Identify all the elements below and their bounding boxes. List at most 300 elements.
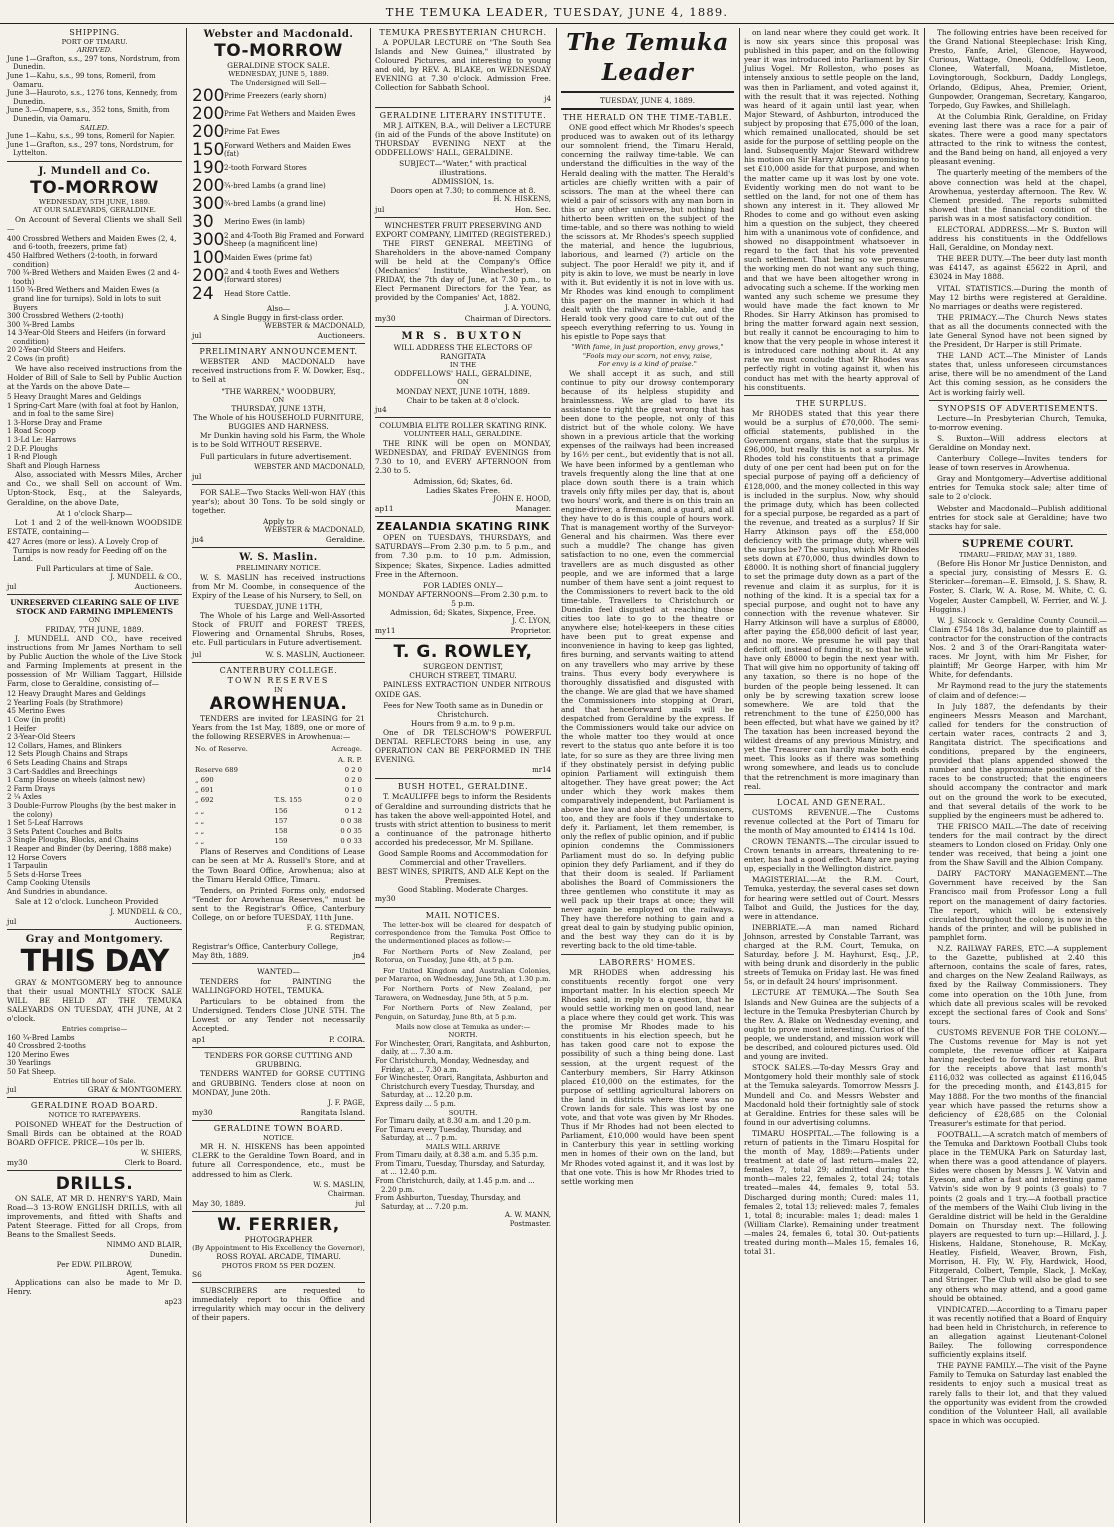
court-paragraph: (Before His Honor Mr Justice Denniston, and a special jury, consisting of Messrs E. G. Stericker—foreman—E. Elmsold, J. S. Shaw, R. Foster, S. Clark, W. A. Rose, M. White, C. G. Vogeler, Auster Campbell, W. Ferrier, and W. J. Huggins.) xyxy=(929,559,1107,614)
local-paragraph: At the Columbia Rink, Geraldine, on Friday evening last there was a race for a pair of skates. There were a good many spectators attracted to the rink to witness the contest, and the Band being on hand, all enjoyed a very pleasant evening. xyxy=(929,111,1107,167)
lot-item: 45 Merino Ewes xyxy=(7,707,65,716)
mail-item: From Ashburton, Tuesday, Thursday, and Saturday, at ... 7.20 p.m. xyxy=(375,1194,521,1211)
nameplate: The Temuka Leader xyxy=(566,29,729,86)
mail-item: For United Kingdom and Australian Colonies, per Mararoa, on Wednesday, June 5th, at 1.30 p.m. xyxy=(375,966,551,983)
mail-item: For Christchurch, Monday, Wednesday, and Friday, at ... 7.30 a.m. xyxy=(375,1057,530,1074)
article-paragraph: ONE good effect which Mr Rhodes's speech produced was to awaken out of its lethargy our somnolent friend, the Timaru Herald, concerning the railway time-table. We can understand the difficulties in the way of the Herald dealing with the matter. The Herald's articles are chiefly written with a pair of scissors. The man at the wheel there can wield a pair of scissors with any man born in this or any other universe, but nothing had hitherto been written on the subject of the time-table, and so there was nothing to wield the scissors at. Mr Rhodes's speech supplied the material, and hence the lugubrious, laborious, and learned (?) article on the subject. The poor Herald! we pity it, and if pity is akin to love, we must be nearly in love with it. But evidently it is not in love with us. Mr Rhodes was kind enough to compliment this paper on the manner in which it had dealt with the railway time-table, and the Herald took very good care to cut out of the speech everything referring to us. Young in his epistle to Pope says that xyxy=(561,123,734,342)
sig-role: Manager. xyxy=(515,504,551,514)
surplus-heading: THE SURPLUS. xyxy=(796,398,867,408)
in-label: IN xyxy=(274,685,283,694)
mundell-lot3: Lot 1 and 2 of the well-known WOODSIDE ESTATE, containing— xyxy=(7,517,182,536)
signature-line xyxy=(192,535,365,544)
maslin-prelim: PRELIMINARY NOTICE. xyxy=(236,564,321,573)
clearing-date: FRIDAY, 7TH JUNE, 1889. xyxy=(45,624,144,634)
lot-item: 1 3-Ld Le: Harrows xyxy=(7,435,76,444)
shipping-heading: SHIPPING. xyxy=(69,28,120,37)
lot-item: 160 ¾-Bred Lambs xyxy=(7,1033,75,1042)
lot-item: 300 ¾-Bred Lambs xyxy=(7,320,75,329)
ref-code: ju4 xyxy=(192,535,204,545)
ref-code: jn4 xyxy=(353,951,365,961)
this-day-heading: THIS DAY xyxy=(20,943,169,979)
mundell-time: At 1 o'clock Sharp— xyxy=(56,508,133,518)
signature-line xyxy=(375,205,551,214)
buxton-date: MONDAY NEXT, JUNE 10TH, 1889. xyxy=(396,386,530,396)
lot-item: 400 Crossbred Wethers and Maiden Ewes (2, 4, and 6-tooth, freezers, prime fat) xyxy=(7,234,177,252)
stedman-office: Registrar's Office, Canterbury College, xyxy=(192,942,339,952)
drills-apply: Applications can also be made to Mr D. Henry. xyxy=(7,1277,182,1296)
gray-signature: GRAY & MONTGOMERY. xyxy=(87,1085,182,1095)
drills-heading: DRILLS. xyxy=(55,1174,134,1194)
ref-code: ju4 xyxy=(375,404,387,414)
column-1 xyxy=(3,28,186,1523)
lot-text: ¾-bred Lambs (a grand line) xyxy=(224,182,326,191)
clearing-intro: J. MUNDELL AND CO., have received instructions from Mr James Northam to sell by Public Auction the whole of the Live Stock and Farming Implements at present in the possession of Mr William Taggart, Hillside Farm, close to Geraldine, consisting of— xyxy=(7,633,182,689)
sig-role: Auctioneers. xyxy=(317,331,365,341)
rowley-role: SURGEON DENTIST, xyxy=(423,662,503,672)
zealandia-signature: J. C. LYON, xyxy=(512,617,551,626)
lot-item: Shaft and Plough Harness xyxy=(7,461,100,470)
local-paragraph: The quarterly meeting of the members of the above connection was held at the chapel, Arowhenua, yesterday afternoon. The Rev. W. Clement presided. The reports submitted showed that the financial condition of the parish was in a most satisfactory condition. xyxy=(929,168,1107,223)
ref-code: j4 xyxy=(544,94,551,103)
stedman-date: May 8th, 1889. xyxy=(192,951,249,961)
lot-item: 1 Tarpaulin xyxy=(7,862,48,871)
warren-heading: "THE WARREN," WOODBURY, xyxy=(221,386,336,396)
gorse-role: Rangitata Island. xyxy=(300,1107,365,1117)
rowley-address: CHURCH STREET, TIMARU. xyxy=(409,671,517,681)
quote-line: "With fame, in just proportion, envy grows," xyxy=(571,343,724,352)
ref-code: my30 xyxy=(375,894,396,904)
tenders-text: TENDERS are invited for LEASING for 21 Years from the 1st May, 1889, one or more of the following RESERVES in Arowhenua:— xyxy=(192,714,365,742)
departure-item: June 1—Kahu, s.s., 99 tons, Romeril for Napier. xyxy=(7,131,175,140)
table-row: „ „ 158 0 0 35 xyxy=(195,826,362,835)
gray-firm: Gray and Montgomery. xyxy=(25,933,164,945)
ref-code: jul xyxy=(192,331,202,341)
bush-stabling: Good Stabling. Moderate Charges. xyxy=(397,885,529,895)
signature-line xyxy=(192,951,365,960)
local-paragraph: THE PRIMACY.—The Church News states that as all the documents connected with the late General Synod have not been signed by the President, Dr Harper is still Primate. xyxy=(929,312,1107,350)
lot-row xyxy=(192,193,365,214)
webster-signature: WEBSTER AND MACDONALD, xyxy=(254,462,365,471)
lot-item: 450 Halfbred Wethers (2-tooth, in forward condition) xyxy=(7,251,158,269)
table-row: Reserve 689 0 2 0 xyxy=(195,765,362,774)
edition-date: TUESDAY, JUNE 4, 1889. xyxy=(599,96,696,105)
bush-good: Good Sample Rooms and Accommodation for Commercial and other Travellers. xyxy=(378,848,548,868)
departure-item: June 1—Grafton, s.s., 297 tons, Nordstrum, for Lyttelton. xyxy=(7,140,174,158)
lot-item: 40 Crossbred 2-tooths xyxy=(7,1042,86,1051)
ref-code: jul xyxy=(7,916,17,926)
lot-item: 2 Farm Drays xyxy=(7,784,56,793)
lot-item: 3 Double-Furrow Ploughs (by the best maker in the colony) xyxy=(7,801,177,819)
town-board-heading: GERALDINE TOWN BOARD. xyxy=(213,1123,344,1133)
prelim-heading: PRELIMINARY ANNOUNCEMENT. xyxy=(199,347,358,357)
lot-row xyxy=(192,139,365,160)
signature-line xyxy=(7,1158,182,1167)
gray-intro: GRAY & MONTGOMERY beg to announce that their usual MONTHLY STOCK SALE WILL BE HELD AT THE TEMUKA SALEYARDS ON TUESDAY, 4TH JUNE, At 2 o'clock. xyxy=(7,977,182,1024)
local-paragraph: TIMARU HOSPITAL.—The following is a return of patients in the Timaru Hospital for the month of May, 1889:—Patients under treatment at date of last return—males 22, females 7, total 29; admitted during the month—males 22, females 2, total 24; totals treated—males 44, females 9, total 53. Discharged during month; Cured: males 11, females 2, total 13; relieved: males 7, females 1, total 8; incurable: males 1; dead: males 1 (William Clarke). Remaining under treatment—males 24, females 6, total 30. Out-patients treated during month—Males 15, females 16, total 31. xyxy=(744,1128,919,1257)
column-6 xyxy=(925,28,1111,1523)
signature-line xyxy=(7,917,182,926)
signature-line xyxy=(375,626,551,635)
lot-item: 3 Sets Patent Couches and Bolts xyxy=(7,827,123,836)
court-paragraph: Mr Raymond read to the jury the statements of claim and of defence:— xyxy=(929,681,1107,700)
lot-row xyxy=(192,229,365,250)
local-paragraph: STOCK SALES.—To-day Messrs Gray and Montgomery hold their monthly sale of stock at the Temuka saleyards. Tomorrow Messrs J. Mundell and Co. and Messrs Webster and Macdonald hold their fortnightly sale of stock at Geraldine. Entries for these sales will be found in our advertising columns. xyxy=(744,1063,919,1127)
synopsis-item: Gray and Montgomery—Advertise additional entries for Temuka stock sale; alter time of sale to 2 o'clock. xyxy=(929,474,1107,502)
zealandia-text: OPEN on TUESDAYS, THURSDAYS, and SATURDAYS—From 2.30 p.m. to 5 p.m., and from 7.30 p.m. to 10 p.m. Admission, Sixpence; Skates, Sixpence. Ladies admitted Free in the Afternoon. xyxy=(375,533,551,579)
lot-text: Prime Fat Ewes xyxy=(224,128,280,137)
mundell-particulars: Full Particulars at time of Sale. xyxy=(35,563,154,573)
lot-item: 300 Crossbred Wethers (2-tooth) xyxy=(7,312,124,321)
synopsis-item: S. Buxton—Will address electors at Geraldine on Monday next. xyxy=(929,433,1107,452)
literary-signature: H. N. HISKENS, xyxy=(493,195,551,204)
local-heading: LOCAL AND GENERAL. xyxy=(777,797,886,807)
court-date: TIMARU—FRIDAY, MAY 31, 1889. xyxy=(959,550,1077,559)
table-row: „ „ 156 0 1 2 xyxy=(195,806,362,815)
maslin-text: W. S. MASLIN has received instructions from Mr M. Coombe, in consequence of the Expiry of the Lease of his Nursery, to Sell, on xyxy=(192,572,365,600)
synopsis-heading: SYNOPSIS OF ADVERTISEMENTS. xyxy=(937,403,1099,413)
winchester-heading: WINCHESTER FRUIT PRESERVING AND EXPORT COMPANY, LIMITED (REGISTERED.) xyxy=(375,220,551,239)
ref-code: ap23 xyxy=(164,1298,182,1307)
bush-best: BEST WINES, SPIRITS, AND ALE Kept on the Premises. xyxy=(376,867,550,886)
article-paragraph: Mr RHODES stated that this year there would be a surplus of £70,000. The semi-official statements, published in the Government organs, state that the surplus is £96,000, but really this is not a surplus. Mr Rhodes told his constituents that a primage duty of one per cent had been put on for the special purpose of paying off a deficiency of £128,000, and the money collected in this way is included in the surplus. Now, why should the primage duty, which has been collected for a special purpose, be regarded as a part of the revenue, and treated as a surplus? If Sir Harry Atkinson pays off the £58,000 deficiency with the primage duty, where will the surplus be? The surplus, which Mr Rhodes sets down at £70,000, thus dwindles down to £8000. It is nothing short of financial jugglery to set the primage duty down as a part of the revenue and claim it as surplus, for it is nothing of the kind. It is a special tax for a special purpose, and ought not to have any connection with the revenue whatever. Sir Harry Atkinson will have a surplus of £8000, after paying the £58,000 deficit of last year, and no more. We presume he will pay that deficit off, instead of funding it, so that he will have only £8000 to begin the next year with. That will give him no opportunity of taking off any taxation, so there is no hope of the burden of the people being lessened. It can only be by screwing taxation screw loose somewhere. We are told that the retrenchment to the tune of £250,000 has been effected, but what have we gained by it? The taxation has been increased beyond the wildest dreams of any previous Ministry, and yet the Treasurer can hardly make both ends meet. This looks as if there was something wrong somewhere, and leads us to conclude that the retrenchment is more imaginary than real. xyxy=(744,408,919,791)
ref-code: jul xyxy=(192,649,202,659)
masthead-title: THE TEMUKA LEADER, TUESDAY, JUNE 4, 1889. xyxy=(385,5,729,19)
mails-close: Mails now close at Temuka as under:— xyxy=(395,1023,531,1031)
sig-place: Geraldine. xyxy=(325,535,365,545)
maslin-heading: W. S. Maslin. xyxy=(239,552,318,564)
ref-code: ap11 xyxy=(375,504,394,514)
on-label: ON xyxy=(272,395,285,404)
signature-line xyxy=(192,650,365,659)
webster-signature: WEBSTER & MACDONALD, xyxy=(264,322,365,331)
town-reserves-heading: TOWN RESERVES xyxy=(227,675,330,685)
lot-number: 190 xyxy=(192,157,225,178)
court-paragraph: W. J. Silcock v. Geraldine County Council.—Claim £754 18s 3d, balance due to plaintiff as contractor for the construction of the contracts Nos. 2 and 3 of the Orari-Rangitata water-races. Mr Joynt, with him Mr Fisher, for plaintiff; Mr George Harper, with him Mr White, for defendants. xyxy=(929,615,1107,680)
table-row: „ 690 0 2 0 xyxy=(195,775,362,784)
mail-text: The letter-box will be cleared for despatch of correspondence from the Temuka Post Office to the undermentioned places as follow:— xyxy=(375,920,551,946)
table-row: „ 692 T.S. 155 0 2 0 xyxy=(195,796,362,805)
mail-item: From Timaru daily, at 8.38 a.m. and 5.35 p.m. xyxy=(375,1151,538,1160)
lot-number: 300 xyxy=(192,193,225,214)
stock-sale-heading: GERALDINE STOCK SALE. xyxy=(227,61,330,70)
gorse-signature: J. F. PAGE, xyxy=(328,1098,365,1107)
ref-code: my11 xyxy=(375,626,396,636)
maslin-signature: W. S. MASLIN, Auctioneer. xyxy=(265,649,365,659)
lot-item: 50 Fat Sheep. xyxy=(7,1068,57,1077)
painting-signature: P. COIRA. xyxy=(328,1035,365,1045)
road-notice: NOTICE TO RATEPAYERS. xyxy=(48,1111,141,1120)
column-2 xyxy=(188,28,369,1523)
lot-item: Camp Cooking Utensils xyxy=(7,879,91,888)
ref-code: S6 xyxy=(192,1269,202,1279)
lot-text: Forward Wethers and Maiden Ewes (fat) xyxy=(224,142,351,159)
sig-role: Auctioneers. xyxy=(134,581,182,591)
rowley-tels: One of DR TELSCHOW'S POWERFUL DENTAL REFLECTORS being in use, any OPERATION CAN BE PERFORMED IN THE EVENING. xyxy=(375,727,551,765)
ladies-admission: Admission, 6d; Skates, Sixpence, Free. xyxy=(390,608,536,617)
ref-code: ap1 xyxy=(192,1035,206,1045)
lot-row xyxy=(192,247,365,268)
mail-item: For Timaru daily, at 8.30 a.m. and 1.20 p.m. xyxy=(375,1116,531,1125)
rink-place: VOLUNTEER HALL, GERALDINE. xyxy=(403,430,523,439)
rink-signature: JOHN E. HOOD, xyxy=(493,495,551,504)
quote-line: For envy is a kind of praise." xyxy=(598,360,697,369)
rink-admission: Admission, 6d; Skates, 6d. xyxy=(413,476,513,486)
gray-entries2: Entries till hour of Sale. xyxy=(53,1076,136,1085)
lot-text: Maiden Ewes (prime fat) xyxy=(224,254,313,263)
hay-text: FOR SALE—Two Stacks Well-won HAY (this year's); about 30 Tons. To be sold singly or together. xyxy=(192,487,365,515)
lot-row xyxy=(192,283,365,304)
clearing-time: Sale at 12 o'clock. Luncheon Provided xyxy=(15,896,159,906)
lot-number: 150 xyxy=(192,139,225,160)
lot-item: 2 Cows (in profit) xyxy=(7,355,70,364)
mundell-signature: J. MUNDELL & CO., xyxy=(110,572,182,581)
lot-text: Head Store Cattle. xyxy=(224,290,291,299)
lot-number: 30 xyxy=(192,211,214,232)
ferrier-address: ROSS ROYAL ARCADE, TIMARU. xyxy=(216,1252,341,1262)
lot-text: 2 and 4 tooth Ewes and Wethers (forward stores) xyxy=(224,268,340,285)
town-board-date: May 30, 1889. xyxy=(192,1198,246,1208)
local-paragraph: THE LAND ACT.—The Minister of Lands states that, unless unforeseen circumstances arise, there will be no amendment of the Land Act this coming session, as he considers the Act is working fairly well. xyxy=(929,351,1107,397)
signature-line xyxy=(192,1199,365,1208)
buxton-heading: MR S. BUXTON xyxy=(401,330,525,342)
webster-firm: Webster and Macdonald. xyxy=(203,29,354,40)
table-header: A. R. P. xyxy=(337,755,362,764)
gorse-text: TENDERS WANTED for GORSE CUTTING and GRUBBING. Tenders close at noon on MONDAY, June 20th. xyxy=(192,1069,365,1097)
signature-line xyxy=(192,1108,365,1117)
lot-row xyxy=(192,265,365,286)
on-label: ON xyxy=(457,378,469,387)
signature-line xyxy=(192,1035,365,1044)
stedman-signature: F. G. STEDMAN, xyxy=(306,924,365,933)
local-paragraph: LECTURE AT TEMUKA.—The South Sea Islands and New Guinea are the subjects of a lecture in the Temuka Presbyterian Church by the Rev. A. Blake on Wednesday evening, and ought to prove most interesting. Curios of the people, we understand, and mission work will be described, and coloured pictures used. Old and young are invited. xyxy=(744,988,919,1062)
particulars-text: Full particulars in future advertisement. xyxy=(200,451,352,461)
gray-entries: Entries comprise— xyxy=(61,1025,128,1034)
sig-role: Clerk to Board. xyxy=(124,1157,182,1167)
mundell-place: AT OUR SALEYARDS, GERALDINE. xyxy=(32,206,157,215)
port-heading: PORT OF TIMARU. xyxy=(61,38,128,46)
south-label: SOUTH. xyxy=(448,1108,478,1117)
road-board-heading: GERALDINE ROAD BOARD. xyxy=(30,1101,159,1111)
court-paragraph: In July 1887, the defendants by their engineers Messrs Meason and Marchant, called for tenders for the construction of certain water races, contracts 2 and 3, Rangitata district. The specifications and conditions, prepared by the engineers, provided that plans appended showed the number and the approximate positions of the races to be constructed; that the engineers should accompany the contractor and mark out on the ground the work to be executed, and that several details of the work to be supplied by the engineers must be adhered to. xyxy=(929,701,1107,820)
ref-code: jul xyxy=(7,581,17,591)
ref-code: jul xyxy=(192,471,202,481)
ladies-text: MONDAY AFTERNOONS—From 2.30 p.m. to 5 p.m. xyxy=(378,589,548,608)
lot-row xyxy=(192,211,365,232)
local-paragraph: CROWN TENANTS.—The circular issued to Crown tenants in arrears, threatening to re-enter, has had a good effect. Many are paying up, especially in the Wellington district. xyxy=(744,836,919,874)
lot-item: 2 Yearling Foals (by Strathmore) xyxy=(7,698,123,707)
lot-item: 3 Single Ploughs, Blocks, and Chains xyxy=(7,836,139,845)
lot-item: 1 Road Scoop xyxy=(7,427,56,436)
lot-row xyxy=(192,121,365,142)
mundell-also: We have also received instructions from the Holder of Bill of Sale to Sell by Public Auction at the Yards on the above Date— xyxy=(7,363,182,391)
painting-heading: TENDERS for PAINTING the WALLINGFORD HOTEL, TEMUKA. xyxy=(192,976,365,995)
lot-text: ¾-bred Lambs (a grand line) xyxy=(224,200,326,209)
arrival-item: June 3.—Omapere, s.s., 352 tons, Smith, from Dunedin, via Oamaru. xyxy=(7,106,170,123)
furniture-text: The Whole of his HOUSEHOLD FURNITURE, BUGGIES AND HARNESS. xyxy=(193,413,364,432)
lot-row xyxy=(192,157,365,178)
table-header: No. of Reserve. Acreage. xyxy=(195,745,362,754)
lot-text: 2-tooth Forward Stores xyxy=(224,164,307,173)
painting-text: Particulars to be obtained from the Undersigned. Tenders Close JUNE 5TH. The Lowest or any Tender not necessarily Accepted. xyxy=(192,996,365,1034)
article-paragraph: We shall accept it as such, and still continue to pity our drowsy contemporary because of its helpless stupidity and brainlessness. We are glad to have its assistance to right the great wrong that has been done to the people, not only of this district but of the whole colony. We have shown in a previous article that the working expenses of the railways had been increased by 16½ per cent., but evidently that is not all. We have been informed by a gentleman who travels frequently along the line that at one place down south there is a train which travels only fifty miles per day, that is, about two hours' work, and there is on this train an engine-driver, a fireman, and a guard, and all they have to do is this couple of hours work. That is management worthy of the Surveyor-General and his chairmen. Was there ever such a muddle? The change has given satisfaction to no one, even the commercial travellers are as much disgusted as other people, and we are informed that a large number of them have sent a joint request to the Commissioners to revert back to the old time-table. Travellers to Christchurch or Dunedin feel disgusted at reaching those cities too late to go to the theatre or anywhere else; hotel-keepers in these cities have been put to great expense and inconvenience in having to keep gas lighted, fires burning, and servants waiting to attend on any travellers who may arrive by these trains. Thus every body everywhere is thoroughly dissatisfied and disgusted with the change. We are glad that we have shamed the Commissioners into stopping at Orari, and that henceforward mails will be despatched from Geraldine by the express. If the Commissioners would take our advice on the whole matter too they would at once revert to the status quo ante before it is too late, for so sure as they are three living men if they obstinately persist in defying public opinion Parliament will extinguish them altogether. They have great power; the Act under which they work makes them comparatively independent, but Parliament is above the law and above the Commissioners, too, and they are fools if they undertake to defy it. Parliament, let them remember, is only the reflex of public opinion, and if public opinion condemns the Commissioners Parliament must do so. In defying public opinion they defy Parliament, and if they do that their doom is sealed. If Parliament abolishes the Board of Commissioners the three gentlemen who constitute it may as well pack up their traps at once; they will never again be employed on the railways. They have therefore nothing to gain and a great deal to gain by studying public opinion, and the best way they can do it is by reverting back to the old time-table. xyxy=(561,368,734,951)
mail-item: From Christchurch, daily, at 1.45 p.m. and ... 2.20 p.m. xyxy=(375,1176,535,1194)
mail-item: For Timaru every Tuesday, Thursday, and Saturday, at ... 7 p.m. xyxy=(375,1125,522,1143)
maslin-date: TUESDAY, JUNE 11TH, xyxy=(234,602,323,612)
rowley-heading: T. G. ROWLEY, xyxy=(393,642,533,663)
ferrier-heading: W. FERRIER, xyxy=(217,1214,340,1235)
local-paragraph: THE PAYNE FAMILY.—The visit of the Payne Family to Temuka on Saturday last enabled the residents to enjoy such a musical treat as rarely falls to their lot, and that they valued the opportunity was evident from the crowded condition of the Volunteer Hall, all available space in which was occupied. xyxy=(929,1361,1107,1425)
drills-place: Dunedin. xyxy=(149,1250,182,1259)
arrival-item: June 3—Hauroto, s.s., 1276 tons, Kennedy, from Dunedin. xyxy=(7,89,178,106)
photographer-label: PHOTOGRAPHER xyxy=(244,1234,313,1244)
local-paragraph: VITAL STATISTICS.—During the month of May 12 births were registered at Geraldine. No marriages or deaths were registered. xyxy=(929,283,1107,311)
lot-item: 3 Cart-Saddles and Breechings xyxy=(7,767,118,776)
mail-signature: A. W. MANN, xyxy=(504,1211,551,1220)
lot-item: 2 ¼ Axles xyxy=(7,793,42,802)
lot-row xyxy=(192,103,365,124)
lot-item: 12 Horse Covers xyxy=(7,853,67,862)
bush-text: T. McAULIFFE begs to inform the Residents of Geraldine and surrounding districts that he has taken the above well-appointed Hotel, and trusts with strict attention to business to merit a continuance of the patronage hitherto accorded his predecessor, Mr M. Spillane. xyxy=(375,792,551,847)
buxton-hall: ODDFELLOWS' HALL, GERALDINE, xyxy=(394,369,532,379)
sig-role: Chairman. xyxy=(327,1189,365,1198)
lot-item: 12 Heavy Draught Mares and Geldings xyxy=(7,690,146,699)
synopsis-item: Webster and Macdonald—Publish additional entries for stock sale at Geraldine; have two stacks hay for sale. xyxy=(929,503,1107,531)
lot-number: 200 xyxy=(192,85,225,106)
lot-item: 1 Camp House on wheels (almost new) xyxy=(7,776,146,785)
lot-number: 100 xyxy=(192,247,225,268)
sig-role: Proprietor. xyxy=(510,626,551,636)
quote-line: "Fools may our scorn, not envy, raise, xyxy=(582,351,713,360)
lot-item: 1 3-Horse Dray and Frame xyxy=(7,418,102,427)
mundell-also2: Also, associated with Messrs Miles, Archer and Co., we shall Sell on account of Wm. Upton-Stock, Esq., at the Saleyards, Geraldine, on the above Date, xyxy=(7,470,182,507)
arrival-item: June 1—Kahu, s.s., 99 tons, Romeril, from Oamaru. xyxy=(7,72,156,89)
sale-date: WEDNESDAY, JUNE 5, 1889. xyxy=(228,70,329,79)
winchester-signature: J. A. YOUNG, xyxy=(504,304,551,313)
town-board-text: MR H. N. HISKENS has been appointed CLERK to the Geraldine Town Board, and in future all Correspondence, etc., must be addressed to him as Clerk. xyxy=(192,1142,365,1179)
mail-item: For Northern Ports of New Zealand, per Penguin, on Saturday, June 8th, at 5 p.m. xyxy=(375,1004,551,1021)
signature-line xyxy=(7,1085,182,1094)
sig-role: Hon. Sec. xyxy=(514,204,551,214)
arrived-label: ARRIVED. xyxy=(76,46,113,55)
canterbury-heading: CANTERBURY COLLEGE. xyxy=(219,665,338,675)
article-paragraph: MR RHODES when addressing his constituents recently forgot one very important matter. In his election speech Mr Rhodes said, in reply to a question, that he would settle working men on good land, near a place where they could get work. This was the promise Mr Rhodes made to his constituents in his election speech, but he has taken good care not to expose the possibility of such a thing being done. Last session, at the urgent request of the Canterbury members, Sir Harry Atkinson placed £10,000 on the estimates, for the purpose of settling agricultural laborers on the land in districts where there was no Crown lands for sale. This was lost by one vote, and that vote was given by Mr Rhodes. Thus if Mr Rhodes had not been elected to Parliament, £10,000 would have been spent in Canterbury this year in settling working men in homes of their own on the land, but Mr Rhodes voted against it, and it was lost by that one vote. This is how Mr Rhodes tried to settle working men xyxy=(561,967,734,1186)
drills-agent: Per EDW. PILBROW, xyxy=(56,1259,133,1269)
court-heading: SUPREME COURT. xyxy=(962,538,1074,550)
literary-doors: Doors open at 7.30; to commence at 8. xyxy=(390,186,536,196)
mundell-intro: On Account of Several Clients we shall Sell— xyxy=(7,214,182,233)
bush-heading: BUSH HOTEL, GERALDINE. xyxy=(397,782,529,792)
lot-number: 200 xyxy=(192,265,225,286)
stedman-role: Registrar, xyxy=(330,933,365,942)
subscribers-notice: SUBSCRIBERS are requested to immediately report to this Office and irregularity which may occur in the delivery of their papers. xyxy=(192,1286,365,1323)
lot-item: 5 Heavy Draught Mares and Geldings xyxy=(7,392,142,401)
local-paragraph: CUSTOMS REVENUE FOR THE COLONY.—The Customs revenue for May is not yet complete, the revenue officer at Kaipara having neglected to forward his returns. But for the receipts above that last month's £116,032 was collected as against £116,045 for the preceding month, and £143,815 for May 1888. For the two months of the financial year which have passed the returns show a deficiency of £28,685 on the Colonial Treasurer's estimate for that period. xyxy=(929,1027,1107,1128)
lot-item: 1 Reaper and Binder (by Deering, 1888 make) xyxy=(7,844,172,853)
lot-text: Prime Freezers (early shorn) xyxy=(224,92,327,101)
buxton-chair: Chair to be taken at 8 o'clock. xyxy=(406,395,520,405)
signature-line xyxy=(7,582,182,591)
lot-item: 1 R-nd Plough xyxy=(7,453,58,462)
lot-text: Merino Ewes (in lamb) xyxy=(224,218,305,227)
sig-role: Chairman of Directors. xyxy=(464,313,551,323)
zealandia-heading: ZEALANDIA SKATING RINK xyxy=(376,520,550,534)
sig-role: Auctioneers. xyxy=(134,916,182,926)
local-paragraph: DAIRY FACTORY MANAGEMENT.—The Government have received by the San Francisco mail from Professor Long a full report on the management of dairy factories. The report, which will be extensively circulated throughout the colony, is now in the hands of the printer, and will be published in pamphlet form. xyxy=(929,869,1107,942)
sig-role: Postmaster. xyxy=(509,1220,551,1229)
lot-number: 200 xyxy=(192,121,225,142)
lot-item: 1 Set 5-Leaf Harrows xyxy=(7,819,84,828)
tomorrow-heading: TO-MORROW xyxy=(30,177,159,198)
signature-line xyxy=(192,331,365,340)
mail-item: From Timaru, Tuesday, Thursday, and Saturday, at ... 12.40 p.m. xyxy=(375,1159,546,1177)
lot-item: 120 Merino Ewes xyxy=(7,1050,70,1059)
mundell-date: WEDNESDAY, 5TH JUNE, 1889. xyxy=(38,197,151,206)
article-paragraph: on land near where they could get work. It is now six years since this proposal was published in this paper, and on the following year it was introduced into Parliament by Sir Julius Vogel. Mr Rolleston, who poses as intensely anxious to settle people on the land, was then in Parliament, and voted against it, with the result that it was rejected. Nothing was heard of it again until last year, when Major Steward, of Ashburton, introduced the subject by proposing that £75,000 of the loan, which remained unallocated, should be set aside for the purpose of settling people on the land. Subsequently Major Steward withdrew his motion on Sir Harry Atkinson promising to set £10,000 aside for that purpose, and when the matter came up it was lost by one vote. Evidently working men do not want to be settled on the land, for not one of them has shown any interest in it. They allowed Mr Rhodes to come and go without even asking him a question on the subject, they cheered him with a unanimous vote of confidence, and showed no disappointment whatsoever in regard to the fact that his vote prevented such settlement. That being so we presume the working men do not want any such thing, and that we have been altogether wrong in advocating such a scheme. If the working men wanted any such scheme we presume they would have made the fact known to Mr Rhodes. Sir Harry Atkinson has promised to bring the matter forward again next session, but really it cannot be encouraging to him to know that the very people in whose interest it is introduced care nothing about it. At any rate we must conclude that Mr Rhodes was perfectly right in voting against it, when his conduct has met with the hearty approval of his constituents. xyxy=(744,28,919,392)
local-paragraph: VINDICATED.—According to a Timaru paper it was recently notified that a Board of Enquiry had been held in Christchurch, in reference to an allegation against Lieutenant-Colonel Bailey. The following correspondence sufficiently explains itself. xyxy=(929,1304,1107,1360)
webster-signature: WEBSTER & MACDONALD, xyxy=(264,526,365,535)
literary-heading: GERALDINE LITERARY INSTITUTE. xyxy=(379,110,547,120)
clearing-on: ON xyxy=(88,616,101,625)
clearing-heading: UNRESERVED CLEARING SALE OF LIVE STOCK AND FARMING IMPLEMENTS xyxy=(10,598,179,617)
church-text: A POPULAR LECTURE on "The South Sea Islands and New Guinea," illustrated by Coloured Pictures, and interesting to young and old, by REV. A. BLAKE, on WEDNESDAY EVENING at 7.30 o'clock. Admission Free. Collection for Sabbath School. xyxy=(375,38,551,93)
lot-item: 20 2-Year-Old Steers and Heifers. xyxy=(7,346,126,355)
drills-text: ON SALE, AT MR D. HENRY'S YARD, Main Road—3 13-ROW ENGLISH DRILLS, with all improvements, and fitted with Shafts and Patent Steerage. Fitted for all Crops, from Beans to the Smallest Seeds. xyxy=(7,1194,182,1240)
drills-firm: NIMMO AND BLAIR, xyxy=(106,1241,182,1250)
mail-item: For Winchester, Orari, Rangitata, Ashburton and Christchurch every Tuesday, Thursday, and Saturday, at ... 12.20 p.m. xyxy=(375,1074,549,1100)
synopsis-item: Lecture—In Presbyterian Church, Temuka, to-morrow evening. xyxy=(929,413,1107,432)
lot-item: And Sundries in abundance. xyxy=(7,887,108,896)
column-4 xyxy=(557,28,738,1523)
lot-item: 1150 ¾-Bred Wethers and Maiden Ewes (a grand line for turnips). Sold in lots to suit Buyers xyxy=(7,286,162,312)
ref-code: my30 xyxy=(192,1107,213,1117)
local-paragraph: FOOTBALL.—A scratch match of members of the Temuka and Darktown Football Clubs took place in the TEMUKA Park on Saturday last, when there was a good attendance of players. Sides were chosen by Messrs J. W. Vatvin and Eyeson, and after a fast and interesting game Vatvin's side won by 9 points (3 goals) to 7 points (2 goals and 1 try.—A football practice of the members of the Waihi Club living in the Geraldine district will be held in the Geraldine Domain on Thursday next. The following players are requested to turn up:—Hillard, J. J. Hiskens, Haldane, Stonehouse, R. McKay, Heatley, Fisfield, Weaver, Brown, Fish, Morrison, H. Fly, W. Fly, Hardwick, Hood, Fitzgerald, Colbert, Temple, Slack, J. McKay, and Stringer. The Club will also be glad to see any others who may attend, and a good game should be obtained. xyxy=(929,1129,1107,1303)
lot-item: 1 Cow (in profit) xyxy=(7,716,66,725)
local-paragraph: ELECTORAL ADDRESS.—Mr S. Buxton will address his constituents in the Oddfellows Hall, Geraldine, on Monday next. xyxy=(929,224,1107,253)
north-label: NORTH. xyxy=(448,1031,478,1040)
lot-item: 2 D.F. Ploughs xyxy=(7,444,58,453)
laborers-heading: LABORERS' HOMES. xyxy=(599,957,696,967)
lot-number: 200 xyxy=(192,175,225,196)
lot-item: 6 Sets Leading Chains and Straps xyxy=(7,759,128,767)
lot-item: 14 3-Year-Old Steers and Heifers (in forward condition) xyxy=(7,329,166,346)
apply-label: Apply to xyxy=(262,517,295,527)
prelim-text: WEBSTER AND MACDONALD have received instructions from F. W. Dowker, Esq., to Sell at xyxy=(192,357,365,385)
also-label: Also— xyxy=(266,303,291,313)
rink-ladies: Ladies Skates Free. xyxy=(425,485,501,495)
lot-item: 700 ¾-Bred Wethers and Maiden Ewes (2 and 4-tooth) xyxy=(7,269,180,286)
lot-item: 12 Sets Plough Chains and Straps xyxy=(7,750,128,759)
road-signature: W. SHIERS, xyxy=(140,1148,182,1157)
arrival-item: June 1—Grafton, s.s., 297 tons, Nordstrum, from Dunedin. xyxy=(7,54,180,72)
lot-item: 1 Spring-Cart Mare (with foal at foot by Hanlon, and in foal to the same Sire) xyxy=(7,401,179,419)
signature-line xyxy=(375,504,551,513)
wanted-label: WANTED— xyxy=(257,967,300,977)
lot-text: Prime Fat Wethers and Maiden Ewes xyxy=(224,110,356,119)
mundell-lot4: 427 Acres (more or less). A Lovely Crop of Turnips is now ready for Feeding off on the Land. xyxy=(7,537,167,564)
tenders-printed: Tenders, on Printed Forms only, endorsed "Tender for Arowhenua Reserves," must be sent to the Registrar's Office, Canterbury College, on or before TUESDAY, 11th June. xyxy=(192,885,365,922)
rowley-fees: Fees for New Tooth same as in Dunedin or Christchurch. xyxy=(383,700,543,719)
church-heading: TEMUKA PRESBYTERIAN CHURCH. xyxy=(379,28,547,37)
tomorrow-heading: TO-MORROW xyxy=(214,41,343,61)
sale-intro: The Undersigned will Sell— xyxy=(230,78,327,87)
lot-item: 5 Sets d-Horse Trees xyxy=(7,870,82,879)
sailed-label: SAILED. xyxy=(79,123,110,132)
local-paragraph: N.Z. RAILWAY FARES, ETC.—A supplement to the Gazette, published at 2.40 this afternoon, contains the scale of fares, rates, and charges on the New Zealand Railways, as fixed by the Railway Commissioners. They come into operation on the 10th June, from which date all previous scales will be revoked except the sectional fares of Cook and Sons' tours. xyxy=(929,944,1107,1026)
table-row: „ „ 157 0 0 38 xyxy=(195,816,362,825)
herald-heading: THE HERALD ON THE TIME-TABLE. xyxy=(562,113,733,123)
ferrier-photos: PHOTOS FROM 5S PER DOZEN. xyxy=(221,1261,336,1270)
mail-item: For Winchester, Orari, Rangitata, and Ashburton, daily, at ... 7.30 a.m. xyxy=(375,1039,551,1057)
